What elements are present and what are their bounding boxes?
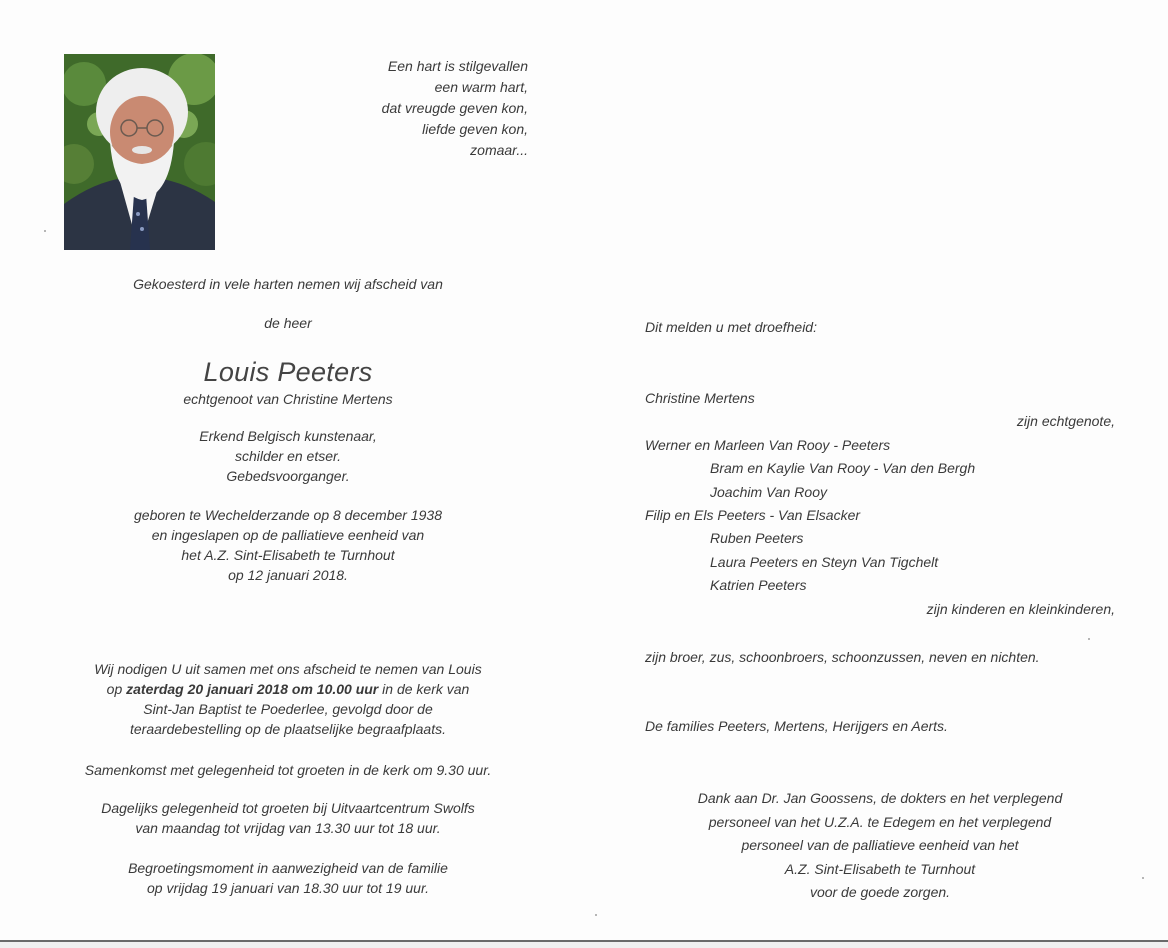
funeral-invitation (20, 659, 556, 739)
funeral-line: teraardebestelling op de plaatselijke begraafplaats. (130, 721, 446, 737)
portrait-illustration (64, 54, 215, 250)
family-row: Werner en Marleen Van Rooy - Peeters (645, 436, 891, 453)
family-row: Bram en Kaylie Van Rooy - Van den Bergh (710, 460, 976, 477)
family-relation: zijn echtgenote, (1016, 413, 1115, 430)
visitation-line: van maandag tot vrijdag van 13.30 uur tot 18 uur. (135, 820, 441, 836)
paper-speck (44, 230, 46, 232)
date-line: en ingeslapen op de palliatieve eenheid van (151, 527, 425, 543)
paper-speck (1088, 638, 1090, 640)
role-line: Erkend Belgisch kunstenaar, (199, 428, 377, 444)
announcement-text: Dit melden u met droefheid: (645, 319, 817, 335)
funeral-line-datetime (20, 679, 556, 699)
funeral-datetime: zaterdag 20 januari 2018 om 10.00 uur (126, 681, 379, 697)
thanks-text (630, 787, 1130, 905)
funeral-line: Sint-Jan Baptist te Poederlee, gevolgd door de (143, 701, 433, 717)
role-line: schilder en etser. (234, 448, 342, 464)
visitation-text (20, 798, 556, 838)
thanks-line: voor de goede zorgen. (809, 884, 951, 900)
role-line: Gebedsvoorganger. (226, 468, 350, 484)
greeting-line: op vrijdag 19 januari van 18.30 uur tot 19 uur. (146, 880, 429, 896)
roles (20, 426, 556, 486)
date-line: het A.Z. Sint-Elisabeth te Turnhout (181, 547, 395, 563)
name-block (20, 355, 556, 409)
date-line: geboren te Wechelderzande op 8 december 1938 (134, 507, 442, 523)
title-text: de heer (264, 315, 312, 331)
thanks-line: A.Z. Sint-Elisabeth te Turnhout (784, 860, 976, 877)
funeral-line: Wij nodigen U uit samen met ons afscheid te nemen van Louis (94, 661, 482, 677)
family-row: Joachim Van Rooy (710, 483, 827, 500)
greeting-text (20, 858, 556, 898)
family-row: Christine Mertens (645, 390, 755, 406)
family-row: Filip en Els Peeters - Van Elsacker (645, 506, 861, 523)
poem-line: zomaar... (470, 142, 528, 158)
family-row: Ruben Peeters (710, 530, 804, 547)
funeral-prefix: op (106, 681, 127, 697)
thanks-line: Dank aan Dr. Jan Goossens, de dokters en het verplegend (697, 790, 1063, 806)
extended-family-text: zijn broer, zus, schoonbroers, schoonzussen, neven en nichten. (645, 649, 1040, 665)
portrait-photo (64, 54, 215, 250)
family-relation: zijn kinderen en kleinkinderen, (926, 600, 1115, 617)
intro-text: Gekoesterd in vele harten nemen wij afscheid van (133, 276, 443, 292)
poem-line: dat vreugde geven kon, (381, 100, 528, 116)
poem-line: een warm hart, (434, 79, 528, 95)
thanks-line: personeel van het U.Z.A. te Edegem en het verplegend (708, 813, 1052, 830)
spouse-line: echtgenoot van Christine Mertens (183, 391, 393, 407)
greeting-line: Begroetingsmoment in aanwezigheid van de familie (128, 860, 448, 876)
poem-line: liefde geven kon, (422, 121, 528, 137)
poem-line: Een hart is stilgevallen (387, 58, 528, 74)
paper-speck (1142, 877, 1144, 879)
deceased-name: Louis Peeters (203, 357, 373, 387)
visitation-line: Dagelijks gelegenheid tot groeten bij Uitvaartcentrum Swolfs (101, 800, 475, 816)
family-list (645, 387, 1115, 621)
birth-death-dates (20, 505, 556, 585)
funeral-suffix: in de kerk van (378, 681, 470, 697)
paper-speck (595, 914, 597, 916)
gathering-text: Samenkomst met gelegenheid tot groeten in de kerk om 9.30 uur. (84, 762, 492, 778)
family-row: Laura Peeters en Steyn Van Tigchelt (710, 553, 939, 570)
families-text: De families Peeters, Mertens, Herijgers en Aerts. (645, 718, 948, 734)
thanks-line: personeel van de palliatieve eenheid van het (741, 837, 1019, 853)
family-row: Katrien Peeters (710, 577, 807, 594)
poem (300, 56, 528, 161)
page-edge-shadow (0, 942, 1168, 948)
date-line: op 12 januari 2018. (228, 567, 348, 583)
